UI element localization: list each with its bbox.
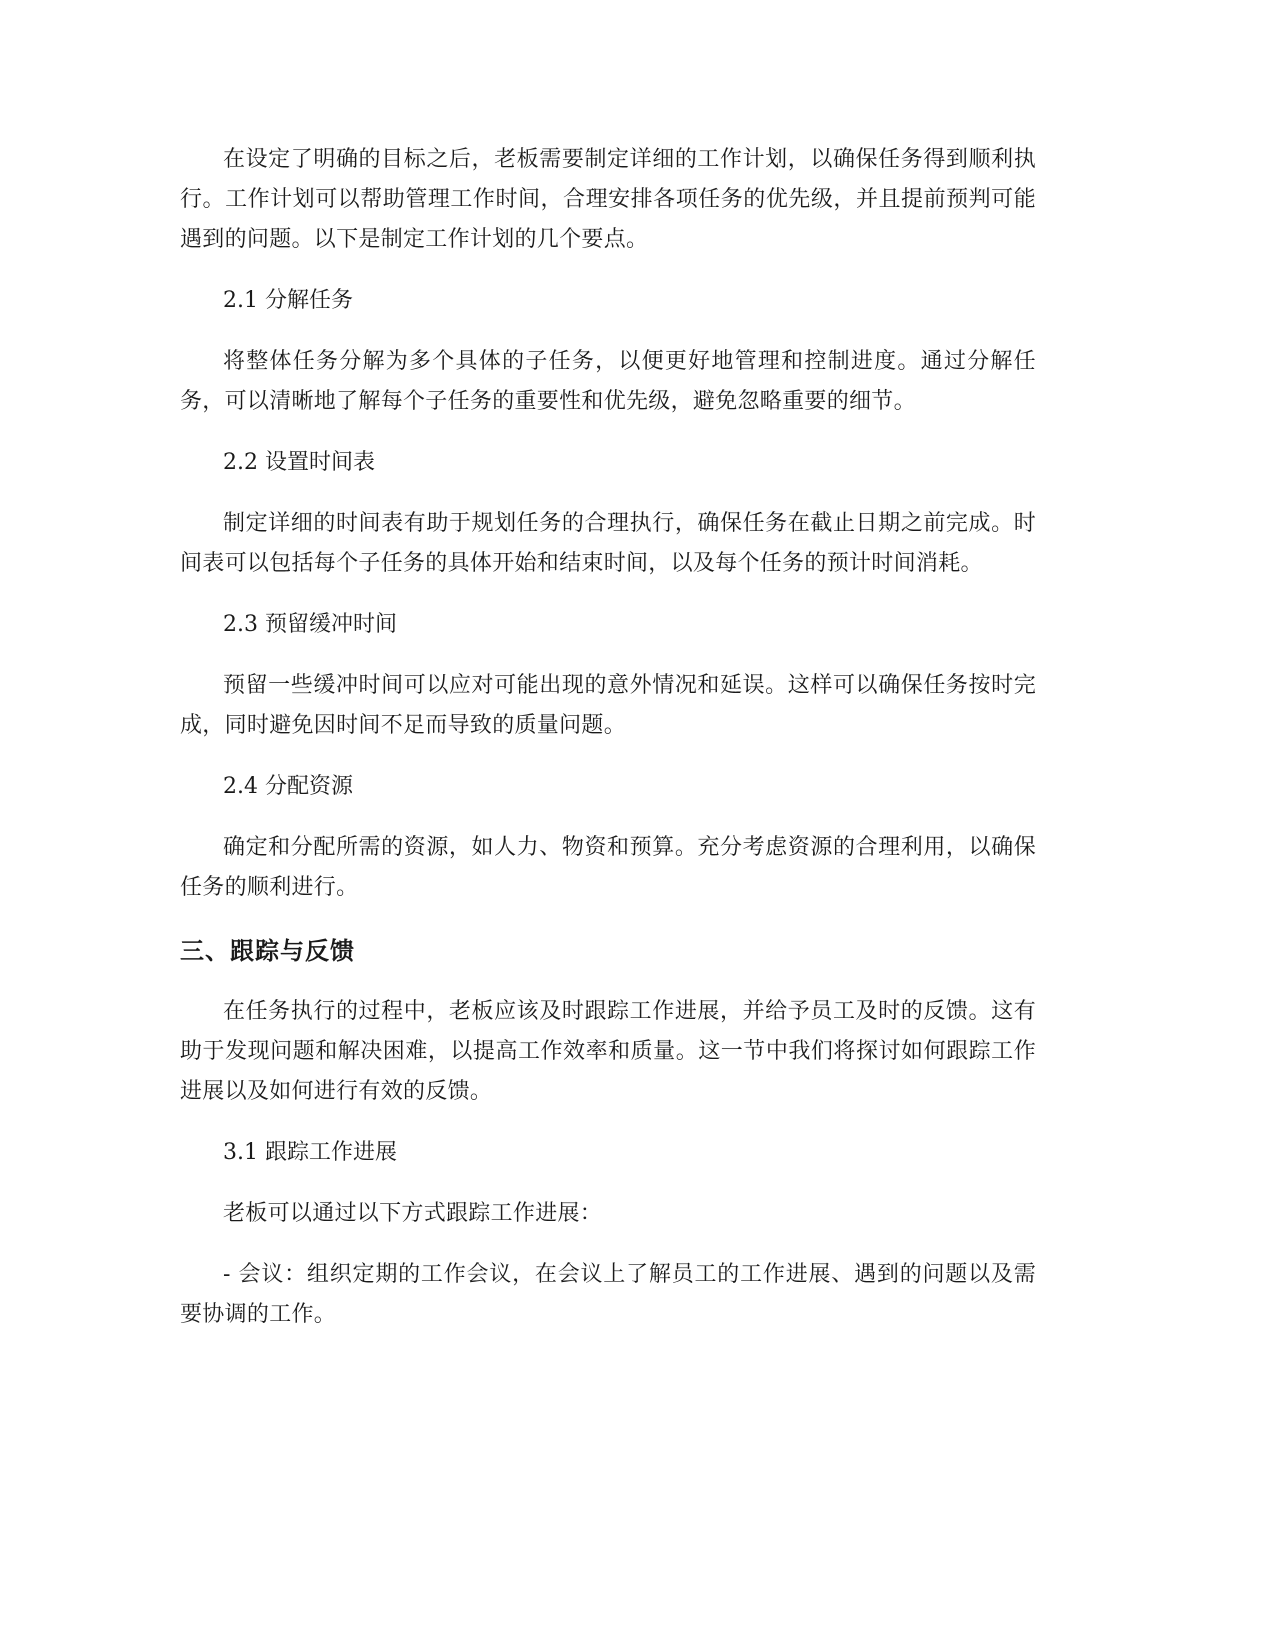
subheading-3-1: 3.1 跟踪工作进展 [223,1140,397,1165]
paragraph-allocate-resources: 确定和分配所需的资源，如人力、物资和预算。充分考虑资源的合理利用，以确保任务的顺利进行。 [180,835,1036,900]
paragraph-tracking-methods: 老板可以通过以下方式跟踪工作进展： [223,1201,603,1226]
paragraph-buffer-time: 预留一些缓冲时间可以应对可能出现的意外情况和延误。这样可以确保任务按时完成，同时避免因时间不足而导致的质量问题。 [180,673,1036,738]
subheading-2-2: 2.2 设置时间表 [223,450,375,475]
section-heading-tracking-feedback: 三、跟踪与反馈 [180,937,355,965]
document-body [180,140,1036,1356]
paragraph-work-plan-intro: 在设定了明确的目标之后，老板需要制定详细的工作计划，以确保任务得到顺利执行。工作计划可以帮助管理工作时间，合理安排各项任务的优先级，并且提前预判可能遇到的问题。以下是制定工作计划的几个要点。 [180,147,1036,252]
subheading-2-1: 2.1 分解任务 [223,288,353,313]
subheading-2-3: 2.3 预留缓冲时间 [223,612,397,637]
paragraph-timetable: 制定详细的时间表有助于规划任务的合理执行，确保任务在截止日期之前完成。时间表可以包括每个子任务的具体开始和结束时间，以及每个任务的预计时间消耗。 [180,511,1036,576]
paragraph-tracking-intro: 在任务执行的过程中，老板应该及时跟踪工作进展，并给予员工及时的反馈。这有助于发现问题和解决困难，以提高工作效率和质量。这一节中我们将探讨如何跟踪工作进展以及如何进行有效的反馈。 [180,999,1036,1104]
subheading-2-4: 2.4 分配资源 [223,774,353,799]
list-item-meetings: - 会议：组织定期的工作会议，在会议上了解员工的工作进展、遇到的问题以及需要协调的工作。 [180,1262,1036,1327]
paragraph-break-down-tasks: 将整体任务分解为多个具体的子任务，以便更好地管理和控制进度。通过分解任务，可以清晰地了解每个子任务的重要性和优先级，避免忽略重要的细节。 [180,349,1036,414]
